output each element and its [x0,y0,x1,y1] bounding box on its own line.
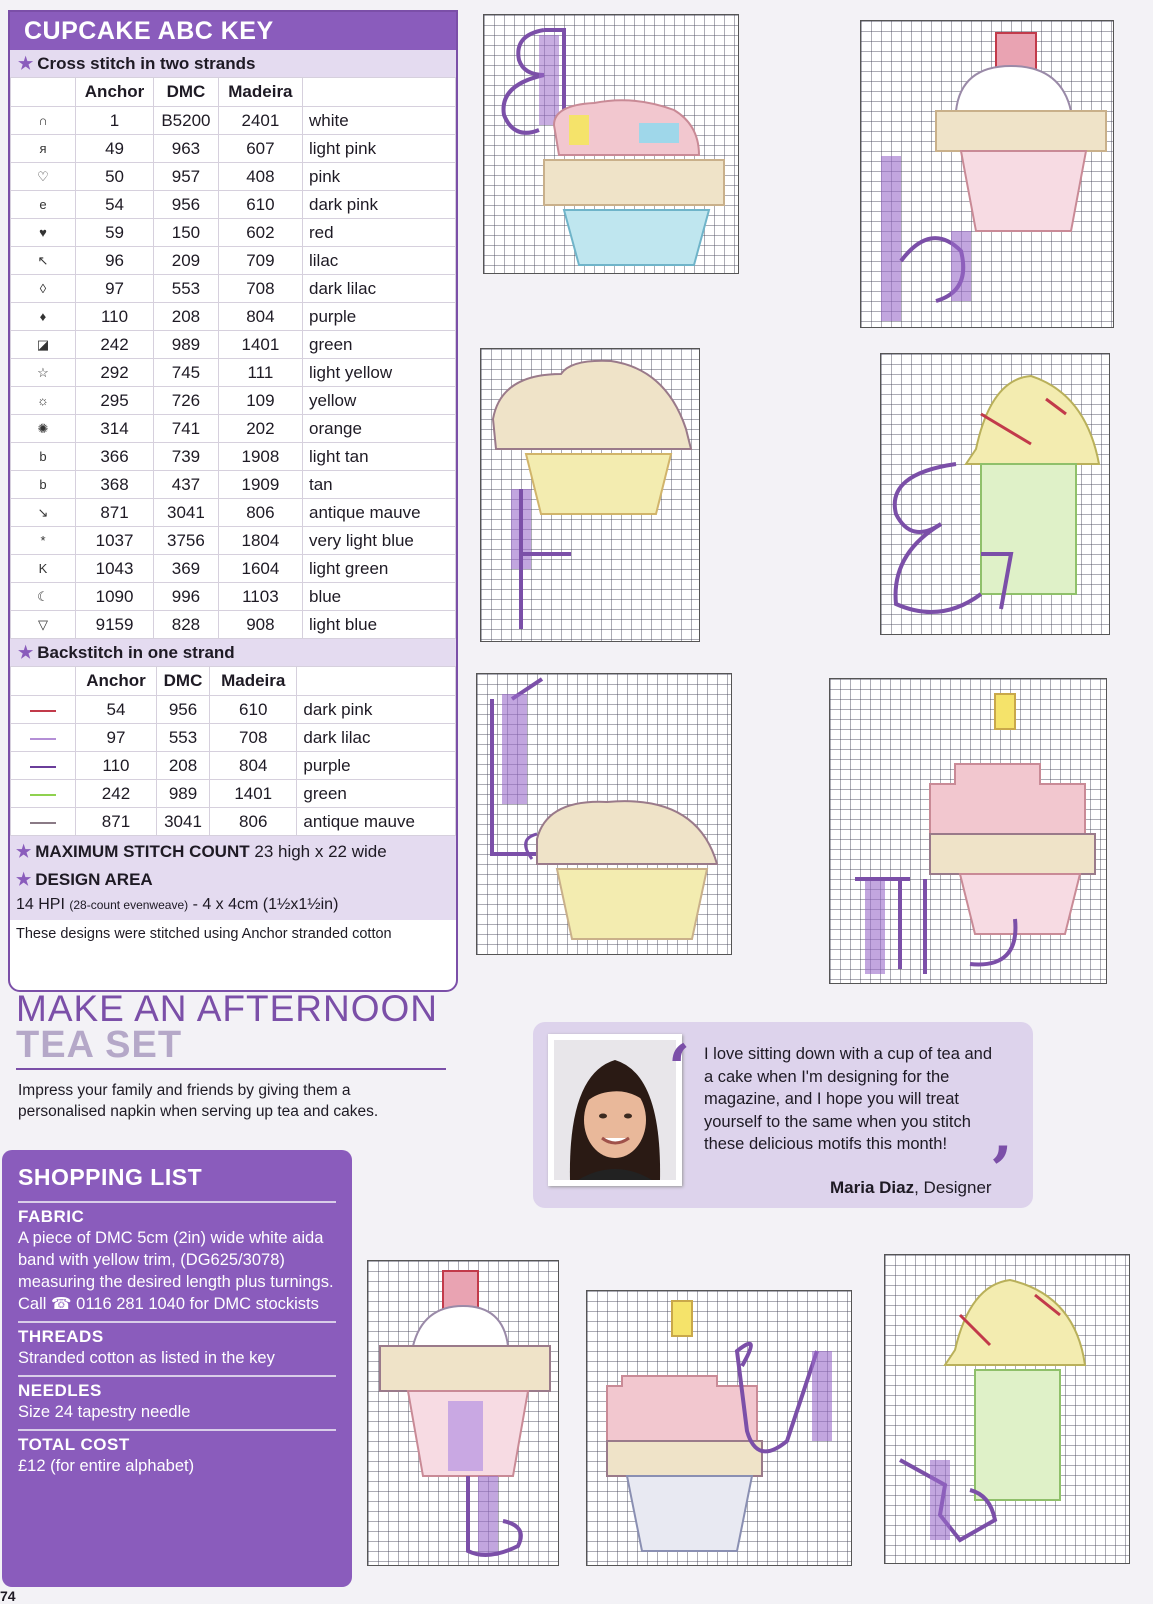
backstitch-line-swatch [11,808,76,836]
stitch-symbol-icon: ☾ [11,583,76,611]
backstitch-rows [11,696,456,836]
anchor-number: 292 [76,359,154,387]
anchor-number: 1 [76,107,154,135]
table-row [11,443,456,471]
stitch-symbol-icon: ↘ [11,499,76,527]
cross-stitch-table [10,77,456,639]
stitch-symbol-icon: K [11,555,76,583]
table-row [11,247,456,275]
madeira-number: 607 [218,135,302,163]
max-stitch-count: ★ MAXIMUM STITCH COUNT 23 high x 22 wide [10,836,456,864]
chart-motif-g [368,1261,560,1567]
dmc-number: 3041 [156,808,209,836]
title-divider [16,1068,446,1070]
anchor-number: 49 [76,135,154,163]
dmc-number: 963 [154,135,219,163]
madeira-number: 111 [218,359,302,387]
madeira-number: 1103 [218,583,302,611]
madeira-number: 709 [218,247,302,275]
madeira-number: 1401 [218,331,302,359]
dmc-number: 957 [154,163,219,191]
dmc-number: 989 [156,780,209,808]
anchor-number: 871 [76,499,154,527]
star-icon: ★ [18,643,34,662]
madeira-number: 806 [210,808,297,836]
backstitch-line-icon [30,822,56,824]
backstitch-line-icon [30,794,56,796]
dmc-number: 3756 [154,527,219,555]
table-row [11,359,456,387]
table-row [11,471,456,499]
thread-color-name: antique mauve [303,499,456,527]
thread-color-name: light pink [303,135,456,163]
madeira-number: 1604 [218,555,302,583]
table-row [11,163,456,191]
stitch-symbol-icon: ☆ [11,359,76,387]
backstitch-heading: ★ Backstitch in one strand [10,639,456,666]
cupcake-chart-d [880,353,1110,635]
line-column-header [11,667,76,696]
anchor-number: 871 [76,808,157,836]
chart-motif-b [861,21,1115,329]
chart-motif-d [881,354,1111,636]
table-row [11,555,456,583]
shopping-threads: THREADS Stranded cotton as listed in the key [18,1321,336,1375]
dmc-number: 726 [154,387,219,415]
name-column-header [303,78,456,107]
cupcake-chart-h [586,1290,852,1566]
stitch-symbol-icon: b [11,443,76,471]
chart-motif-f [830,679,1108,985]
key-title: CUPCAKE ABC KEY [10,12,456,50]
dmc-number: 956 [156,696,209,724]
stitch-symbol-icon: ↖ [11,247,76,275]
dmc-number: 989 [154,331,219,359]
shopping-list-title: SHOPPING LIST [18,1164,203,1190]
anchor-number: 242 [76,331,154,359]
table-header-row [11,78,456,107]
quote-text: ‘ I love sitting down with a cup of tea and a cake when I'm designing for the magazine, and I hope you will treat yourself to the same when you stitch these delicious motifs this month! ’ [668,1031,1013,1208]
backstitch-line-swatch [11,696,76,724]
thread-color-name: lilac [303,247,456,275]
madeira-number: 602 [218,219,302,247]
thread-note: These designs were stitched using Anchor stranded cotton [16,926,392,942]
table-row [11,752,456,780]
designer-photo [548,1034,682,1186]
stitch-symbol-icon: ♥ [11,219,76,247]
stitch-symbol-icon: ◊ [11,275,76,303]
dmc-number: 745 [154,359,219,387]
backstitch-line-swatch [11,780,76,808]
anchor-number: 54 [76,191,154,219]
thread-color-name: purple [303,303,456,331]
anchor-number: 97 [76,724,157,752]
stitch-symbol-icon: ▽ [11,611,76,639]
dmc-number: 739 [154,443,219,471]
thread-color-name: white [303,107,456,135]
thread-color-name: yellow [303,387,456,415]
design-area-label: ★ DESIGN AREA [10,864,456,892]
cross-stitch-heading: ★ Cross stitch in two strands [10,50,456,77]
table-row [11,415,456,443]
madeira-number: 804 [210,752,297,780]
table-row [11,724,456,752]
dmc-number: 553 [154,275,219,303]
table-row [11,107,456,135]
madeira-number: 610 [218,191,302,219]
thread-color-name: light yellow [303,359,456,387]
anchor-column-header: Anchor [76,667,157,696]
anchor-number: 1037 [76,527,154,555]
thread-color-name: very light blue [303,527,456,555]
shopping-needles: NEEDLES Size 24 tapestry needle [18,1375,336,1429]
dmc-column-header: DMC [156,667,209,696]
table-row [11,135,456,163]
thread-color-name: dark lilac [297,724,456,752]
backstitch-line-icon [30,710,56,712]
backstitch-line-icon [30,766,56,768]
table-row [11,583,456,611]
chart-motif-e [477,674,733,956]
thread-color-name: blue [303,583,456,611]
dmc-number: 369 [154,555,219,583]
chart-motif-c [481,349,701,643]
backstitch-line-swatch [11,752,76,780]
tea-set-title-line2: TEA SET [16,1024,183,1066]
anchor-number: 110 [76,752,157,780]
chart-motif-h [587,1291,853,1567]
cupcake-chart-c [480,348,700,642]
anchor-number: 110 [76,303,154,331]
thread-color-name: red [303,219,456,247]
star-icon: ★ [16,870,32,889]
anchor-number: 97 [76,275,154,303]
dmc-number: 437 [154,471,219,499]
table-header-row [11,667,456,696]
tea-set-intro: Impress your family and friends by giving them a personalised napkin when serving up tea and cakes. [18,1082,379,1120]
dmc-number: 150 [154,219,219,247]
anchor-number: 54 [76,696,157,724]
name-column-header [297,667,456,696]
dmc-number: 828 [154,611,219,639]
cupcake-chart-b [860,20,1114,328]
anchor-number: 368 [76,471,154,499]
dmc-number: B5200 [154,107,219,135]
stitch-symbol-icon: я [11,135,76,163]
stitch-key-panel [8,10,458,992]
backstitch-line-icon [30,738,56,740]
cupcake-chart-i [884,1254,1130,1564]
dmc-number: 553 [156,724,209,752]
page-number: 74 [0,1588,16,1604]
dmc-number: 208 [154,303,219,331]
stitch-symbol-icon: e [11,191,76,219]
chart-motif-a [484,15,740,275]
thread-color-name: light tan [303,443,456,471]
table-row [11,780,456,808]
thread-color-name: light blue [303,611,456,639]
anchor-number: 314 [76,415,154,443]
table-row [11,387,456,415]
table-row [11,527,456,555]
madeira-number: 908 [218,611,302,639]
designer-portrait-image [548,1034,682,1186]
shopping-total-cost: TOTAL COST £12 (for entire alphabet) [18,1429,336,1483]
dmc-number: 3041 [154,499,219,527]
thread-color-name: pink [303,163,456,191]
anchor-column-header: Anchor [76,78,154,107]
table-row [11,303,456,331]
stitch-symbol-icon: ♦ [11,303,76,331]
backstitch-line-swatch [11,724,76,752]
stitch-symbol-icon: ✺ [11,415,76,443]
madeira-number: 1909 [218,471,302,499]
star-icon: ★ [18,54,34,73]
madeira-number: 1908 [218,443,302,471]
madeira-column-header: Madeira [210,667,297,696]
madeira-number: 804 [218,303,302,331]
anchor-number: 96 [76,247,154,275]
anchor-number: 9159 [76,611,154,639]
thread-color-name: orange [303,415,456,443]
table-row [11,331,456,359]
table-row [11,499,456,527]
madeira-number: 1401 [210,780,297,808]
dmc-number: 996 [154,583,219,611]
shopping-list-panel [2,1150,352,1587]
anchor-number: 366 [76,443,154,471]
thread-color-name: tan [303,471,456,499]
stitch-symbol-icon: ∩ [11,107,76,135]
madeira-column-header: Madeira [218,78,302,107]
table-row [11,696,456,724]
madeira-number: 1804 [218,527,302,555]
design-area-value: 14 HPI (28-count evenweave) - 4 x 4cm (1½x1½in) [10,892,456,920]
stitch-symbol-icon: ☼ [11,387,76,415]
dmc-number: 208 [156,752,209,780]
stitch-symbol-icon: * [11,527,76,555]
madeira-number: 708 [210,724,297,752]
thread-color-name: dark pink [303,191,456,219]
thread-color-name: green [303,331,456,359]
madeira-number: 610 [210,696,297,724]
thread-color-name: antique mauve [297,808,456,836]
close-quote-icon: ’ [990,1133,1013,1208]
thread-color-name: light green [303,555,456,583]
dmc-number: 209 [154,247,219,275]
backstitch-table [10,666,456,836]
thread-color-name: dark lilac [303,275,456,303]
madeira-number: 2401 [218,107,302,135]
madeira-number: 202 [218,415,302,443]
quote-attribution: Maria Diaz, Designer [830,1178,992,1197]
dmc-number: 956 [154,191,219,219]
cupcake-chart-a [483,14,739,274]
tea-set-title-line1: MAKE AN AFTERNOON [16,988,439,1029]
anchor-number: 1090 [76,583,154,611]
table-row [11,808,456,836]
table-row [11,275,456,303]
thread-color-name: green [297,780,456,808]
madeira-number: 806 [218,499,302,527]
symbol-column-header [11,78,76,107]
cupcake-chart-e [476,673,732,955]
anchor-number: 50 [76,163,154,191]
anchor-number: 295 [76,387,154,415]
anchor-number: 242 [76,780,157,808]
stitch-symbol-icon: ◪ [11,331,76,359]
anchor-number: 59 [76,219,154,247]
dmc-column-header: DMC [154,78,219,107]
star-icon: ★ [16,842,32,861]
cupcake-chart-f [829,678,1107,984]
table-row [11,219,456,247]
cupcake-chart-g [367,1260,559,1566]
thread-color-name: dark pink [297,696,456,724]
open-quote-icon: ‘ [668,1031,691,1106]
cross-stitch-rows [11,107,456,639]
thread-color-name: purple [297,752,456,780]
chart-motif-i [885,1255,1131,1565]
madeira-number: 708 [218,275,302,303]
anchor-number: 1043 [76,555,154,583]
dmc-number: 741 [154,415,219,443]
stitch-symbol-icon: ♡ [11,163,76,191]
madeira-number: 408 [218,163,302,191]
table-row [11,611,456,639]
stitch-symbol-icon: b [11,471,76,499]
shopping-fabric: FABRIC A piece of DMC 5cm (2in) wide white aida band with yellow trim, (DG625/3078) measuring the desired length plus turnings. Call ☎ 0116 281 1040 for DMC stockists [18,1201,336,1321]
madeira-number: 109 [218,387,302,415]
table-row [11,191,456,219]
